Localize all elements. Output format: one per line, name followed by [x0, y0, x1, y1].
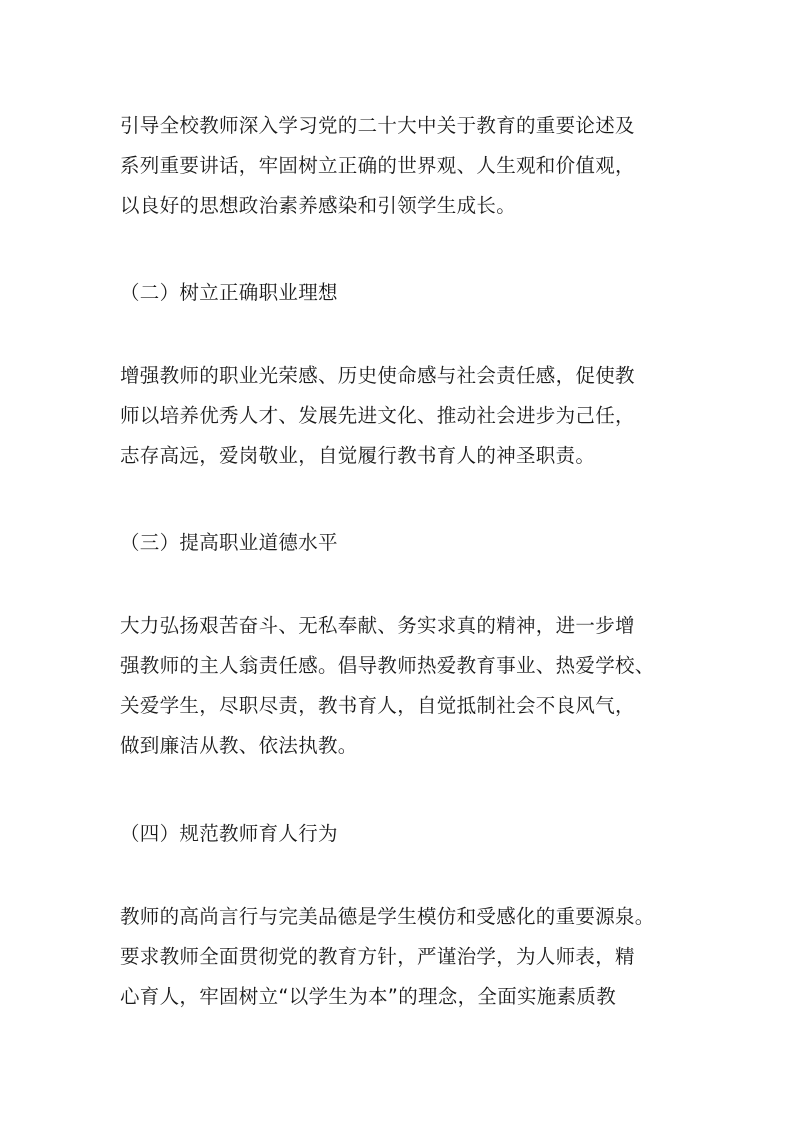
paragraph-2-line-2: 师以培养优秀人才、发展先进文化、推动社会进步为己任，: [120, 404, 635, 427]
paragraph-1-line-1: 引导全校教师深入学习党的二十大中关于教育的重要论述及: [120, 114, 635, 137]
paragraph-1-line-2: 系列重要讲话，牢固树立正确的世界观、人生观和价值观，: [120, 154, 635, 177]
paragraph-3-line-1: 大力弘扬艰苦奋斗、无私奉献、务实求真的精神，进一步增: [120, 614, 635, 637]
paragraph-2-line-1: 增强教师的职业光荣感、历史使命感与社会责任感，促使教: [120, 364, 635, 387]
paragraph-3-line-4: 做到廉洁从教、依法执教。: [120, 734, 358, 757]
section-heading-2: （二）树立正确职业理想: [120, 281, 338, 304]
paragraph-4-line-3: 心育人，牢固树立“以学生为本”的理念，全面实施素质教: [120, 985, 617, 1008]
section-heading-4: （四）规范教师育人行为: [120, 822, 338, 845]
paragraph-4-line-1: 教师的高尚言行与完美品德是学生模仿和受感化的重要源泉。: [120, 905, 655, 928]
paragraph-2-line-3: 志存高远，爱岗敬业，自觉履行教书育人的神圣职责。: [120, 444, 596, 467]
paragraph-3-line-2: 强教师的主人翁责任感。倡导教师热爱教育事业、热爱学校、: [120, 654, 655, 677]
paragraph-4-line-2: 要求教师全面贯彻党的教育方针，严谨治学，为人师表，精: [120, 945, 635, 968]
section-heading-3: （三）提高职业道德水平: [120, 531, 338, 554]
paragraph-3-line-3: 关爱学生，尽职尽责，教书育人，自觉抵制社会不良风气，: [120, 694, 635, 717]
paragraph-1-line-3: 以良好的思想政治素养感染和引领学生成长。: [120, 194, 517, 217]
